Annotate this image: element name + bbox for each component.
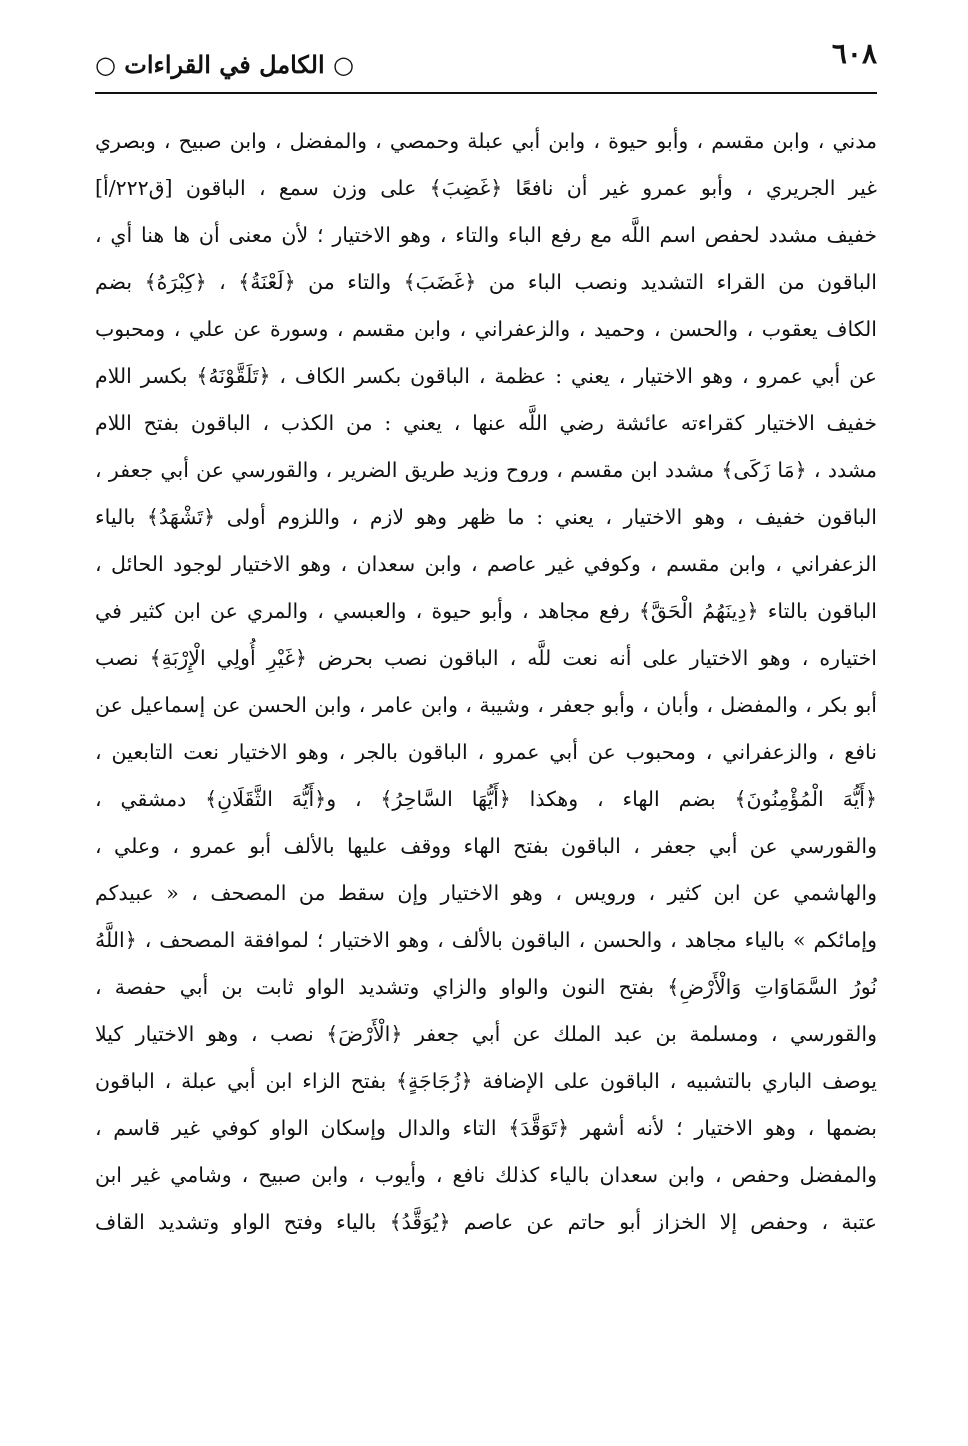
text-line: الكاف يعقوب ، والحسن ، وحميد ، والزعفراني ، وابن مقسم ، وسورة عن علي ، ومحبوب bbox=[95, 317, 877, 341]
text-line: غير الجريري ، وأبو عمرو غير أن نافعًا ﴿غَضِبَ﴾ على وزن سمع ، الباقون [ق٢٢٢/أ] bbox=[95, 176, 877, 200]
body-text bbox=[95, 118, 877, 1246]
text-line: والقورسي ، ومسلمة بن عبد الملك عن أبي جعفر ﴿الْأَرْضَ﴾ نصب ، وهو الاختيار كيلا bbox=[95, 1022, 877, 1046]
text-line: اختياره ، وهو الاختيار على أنه نعت للَّه ، الباقون نصب بحرض ﴿غَيْرِ أُولِي الْإِرْبَةِ﴾ نصب bbox=[95, 646, 877, 670]
text-line: مشدد ، ﴿مَا زَكَى﴾ مشدد ابن مقسم ، وروح وزيد طريق الضرير ، والقورسي عن أبي جعفر ، bbox=[95, 458, 877, 482]
text-line: والهاشمي عن ابن كثير ، ورويس ، وهو الاختيار وإن سقط من المصحف ، « عبيدكم bbox=[95, 881, 877, 905]
text-line: والقورسي عن أبي جعفر ، الباقون بفتح الهاء ووقف عليها بالألف أبو عمرو ، وعلي ، bbox=[95, 834, 877, 858]
text-line: الباقون من القراء التشديد ونصب الباء من ﴿غَضَبَ﴾ والتاء من ﴿لَعْنَةُ﴾ ، ﴿كِبْرَهُ﴾ بضم bbox=[95, 270, 877, 294]
page-header bbox=[95, 34, 877, 92]
text-line: مدني ، وابن مقسم ، وأبو حيوة ، وابن أبي عبلة وحمصي ، والمفضل ، وابن صبيح ، وبصري bbox=[95, 129, 877, 153]
header-rule bbox=[95, 92, 877, 94]
text-line: بضمها ، وهو الاختيار ؛ لأنه أشهر ﴿تَوَقَّدَ﴾ التاء والدال وإسكان الواو كوفي غير قاسم ، bbox=[95, 1116, 877, 1140]
text-line: عن أبي عمرو ، وهو الاختيار ، يعني : عظمة ، الباقون بكسر الكاف ، ﴿تَلَقَّوْنَهُ﴾ بكسر اللام bbox=[95, 364, 877, 388]
text-line: الباقون خفيف ، وهو الاختيار ، يعني : ما ظهر وهو لازم ، واللزوم أولى ﴿تَشْهَدُ﴾ بالياء bbox=[95, 505, 877, 529]
text-line: نافع ، والزعفراني ، ومحبوب عن أبي عمرو ، الباقون بالجر ، وهو الاختيار نعت التابعين ، bbox=[95, 740, 877, 764]
text-line: ﴿أَيُّهَ الْمُؤْمِنُونَ﴾ بضم الهاء ، وهكذا ﴿أَيُّهَا السَّاحِرُ﴾ ، و﴿أَيُّهَ الثَّقَلَانِ﴾ دمشقي ، bbox=[95, 787, 877, 811]
text-line: يوصف الباري بالتشبيه ، الباقون على الإضافة ﴿زُجَاجَةٍ﴾ بفتح الزاء ابن أبي عبلة ، الباقون bbox=[95, 1069, 877, 1093]
text-line: خفيف مشدد لحفص اسم اللَّه مع رفع الباء والتاء ، وهو الاختيار ؛ لأن معنى أن ها هنا أي ، bbox=[95, 223, 877, 247]
text-line: والمفضل وحفص ، وابن سعدان بالياء كذلك نافع ، وأيوب ، وابن صبيح ، وشامي غير ابن bbox=[95, 1163, 877, 1187]
running-title: ○ الكامل في القراءات ○ bbox=[95, 50, 354, 79]
text-line: خفيف الاختيار كقراءته عائشة رضي اللَّه عنها ، يعني : من الكذب ، الباقون بفتح اللام bbox=[95, 411, 877, 435]
text-line: الزعفراني ، وابن مقسم ، وكوفي غير عاصم ، وابن سعدان ، وهو الاختيار لوجود الحائل ، bbox=[95, 552, 877, 576]
text-line: الباقون بالتاء ﴿دِينَهُمُ الْحَقَّ﴾ رفع مجاهد ، وأبو حيوة ، والعبسي ، والمري عن ابن كثير في bbox=[95, 599, 877, 623]
text-line: وإمائكم » بالياء مجاهد ، والحسن ، الباقون بالألف ، وهو الاختيار ؛ لموافقة المصحف ، ﴿اللَّهُ bbox=[95, 928, 877, 952]
text-line: عتبة ، وحفص إلا الخزاز أبو حاتم عن عاصم ﴿يُوَقَّدُ﴾ بالياء وفتح الواو وتشديد القاف bbox=[95, 1210, 877, 1234]
text-line: أبو بكر ، والمفضل ، وأبان ، وأبو جعفر ، وشيبة ، وابن عامر ، وابن الحسن عن إسماعيل عن bbox=[95, 693, 877, 717]
text-line: نُورُ السَّمَاوَاتِ وَالْأَرْضِ﴾ بفتح النون والواو والزاي وتشديد الواو ثابت بن أبي حفصة ، bbox=[95, 975, 877, 999]
page-number: ٦٠٨ bbox=[831, 37, 877, 70]
